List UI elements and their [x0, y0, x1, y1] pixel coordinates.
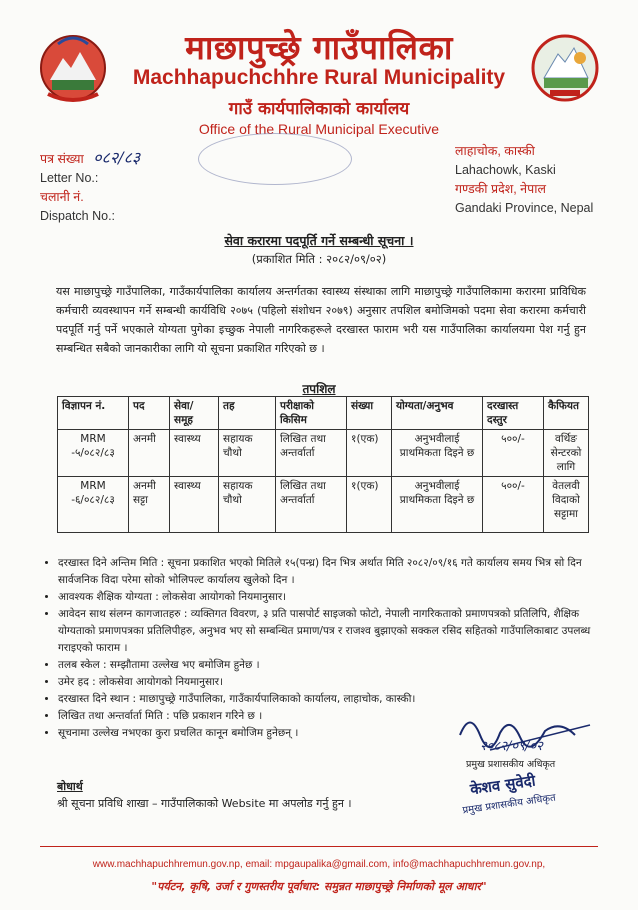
cell: MRM -६/०८२/८३ — [58, 477, 129, 533]
signatory-name: केशव सुवेदी — [469, 771, 537, 799]
cell: स्वास्थ्य — [170, 430, 219, 477]
notice-title: सेवा करारमा पदपूर्ति गर्ने सम्बन्धी सूचना । — [224, 233, 414, 248]
letter-no-value: ०८२/८३ — [93, 148, 141, 167]
address-line-en-2: Gandaki Province, Nepal — [455, 201, 594, 215]
municipality-name-english: Machhapuchchhre Rural Municipality — [132, 66, 506, 89]
notice-paragraph: यस माछापुच्छ्रे गाउँपालिका, गाउँकार्यपालिका कार्यालय अन्तर्गतका स्वास्थ्य संस्थाका लागि माछापुच्छ्रे गाउँपालिकामा करारमा प्राविधिक कर्मचारी व्यवस्थापन गर्ने सम्बन्धी कार्यविधि २०७५ (पहिलो संशोधन २०७९) अनुसार तपशिल बमोजिमको पदमा सेवा करारमा कर्मचारी पदपूर्ति गर्नु पर्ने भएकाले योग्यता पुगेका इच्छुक नेपाली नागरिकहरूले दरखास्त फाराम भरी यस गाउँपालिका कार्यालयमा पेश गर्नु हुन सम्बन्धित सबैको जानकारीका लागि यो सूचना प्रकाशित गरिएको छ । — [56, 285, 586, 355]
signature-role-top: प्रमुख प्रशासकीय अधिकृत — [466, 759, 556, 770]
notice-published-date: (प्रकाशित मिति : २०८२/०९/०२) — [251, 252, 387, 266]
table-heading: तपशिल — [302, 382, 336, 396]
cell: MRM -५/०८२/८३ — [58, 430, 129, 477]
signature-date: २०८२/०९/०२ — [480, 739, 543, 754]
col-header: सेवा/ समूह — [170, 397, 219, 430]
cell: सहायक चौथो — [219, 430, 276, 477]
table-row — [58, 430, 589, 477]
dispatch-label-np: चलानी नं. — [40, 190, 84, 204]
cell: अनुभवीलाई प्राथमिकता दिइने छ — [392, 430, 483, 477]
list-item: • लिखित तथा अन्तर्वार्ता मिति : पछि प्रकाशन गरिने छ । — [58, 708, 618, 725]
info-line: श्री सूचना प्रविधि शाखा – गाउँपालिकाको Website मा अपलोड गर्नु हुन । — [57, 797, 352, 810]
vacancy-table — [57, 396, 589, 533]
list-item: • दरखास्त दिने स्थान : माछापुच्छ्रे गाउँपालिका, गाउँकार्यपालिकाको कार्यालय, लाहाचोक, कास्की। — [58, 691, 618, 708]
cell: ५००/- — [483, 430, 544, 477]
cell: वेतलवी विदाको सट्टामा — [544, 477, 589, 533]
list-item: • दरखास्त दिने अन्तिम मिति : सूचना प्रकाशित भएको मितिले १५(पन्ध्र) दिन भित्र अर्थात मिति २०८२/०९/१६ गते कार्यालय समय भित्र सो दिन सार्वजनिक विदा परेमा सोको भोलिपल्ट कार्यालय खुलेको दिन । — [58, 555, 618, 589]
office-stamp-icon — [198, 133, 352, 185]
footer-contact: www.machhapuchhremun.gov.np, email: mpgaupalika@gmail.com, info@machhapuchhremun.gov.np, — [92, 859, 546, 870]
col-header: परीक्षाको किसिम — [276, 397, 347, 430]
cell: वर्थिङ सेन्टरको लागि — [544, 430, 589, 477]
cell: अनुभवीलाई प्राथमिकता दिइने छ — [392, 477, 483, 533]
col-header: संख्या — [347, 397, 392, 430]
col-header: दरखास्त दस्तुर — [483, 397, 544, 430]
municipality-name-nepali: माछापुच्छ्रे गाउँपालिका — [185, 28, 453, 67]
list-item: • सूचनामा उल्लेख नभएका कुरा प्रचलित कानून बमोजिम हुनेछन् । — [58, 725, 618, 742]
address-line-np-1: लाहाचोक, कास्की — [455, 144, 535, 158]
info-heading: बोधार्थ — [57, 780, 83, 793]
footer-divider — [40, 846, 598, 847]
footer-slogan: "पर्यटन, कृषि, उर्जा र गुणस्तरीय पूर्वाधार: समुन्नत माछापुच्छ्रे निर्माणको मूल आधार" — [151, 880, 487, 893]
table-row — [58, 477, 589, 533]
cell: १(एक) — [347, 430, 392, 477]
cell: लिखित तथा अन्तर्वार्ता — [276, 430, 347, 477]
cell: अनमी सट्टा — [129, 477, 170, 533]
list-item: • तलब स्केल : सम्झौतामा उल्लेख भए बमोजिम हुनेछ । — [58, 657, 618, 674]
letter-meta — [40, 148, 140, 226]
col-header: कैफियत — [544, 397, 589, 430]
office-name-nepali: गाउँ कार्यपालिकाको कार्यालय — [228, 99, 410, 119]
cell: लिखित तथा अन्तर्वार्ता — [276, 477, 347, 533]
office-name-english: Office of the Rural Municipal Executive — [198, 121, 440, 137]
col-header: विज्ञापन नं. — [58, 397, 129, 430]
letter-no-label-np: पत्र संख्या — [40, 152, 84, 166]
office-address — [455, 142, 593, 218]
col-header: योग्यता/अनुभव — [392, 397, 483, 430]
cell: अनमी — [129, 430, 170, 477]
address-line-np-2: गण्डकी प्रदेश, नेपाल — [455, 182, 546, 196]
cell: स्वास्थ्य — [170, 477, 219, 533]
col-header: तह — [219, 397, 276, 430]
list-item: • उमेर हद : लोकसेवा आयोगको नियमानुसार। — [58, 674, 618, 691]
letter-no-label-en: Letter No.: — [40, 171, 99, 185]
cell: ५००/- — [483, 477, 544, 533]
dispatch-label-en: Dispatch No.: — [40, 209, 116, 223]
list-item: • आवश्यक शैक्षिक योग्यता : लोकसेवा आयोगको नियमानुसार। — [58, 589, 618, 606]
cell: सहायक चौथो — [219, 477, 276, 533]
list-item: • आवेदन साथ संलग्न कागजातहरु : व्यक्तिगत विवरण, ३ प्रति पासपोर्ट साइजको फोटो, नेपाली नागरिकताको प्रमाणपत्रको प्रतिलिपि, शैक्षिक योग्यताको प्रमाणपत्रका प्रतिलिपीहरु, अनुभव भए सो सम्बन्धित प्रमाण/पत्र र राजश्व बुझाएको सक्कल रसिद सहितको गाउँपालिकाबाट उपलब्ध गराइएको फाराम । — [58, 606, 618, 657]
info-section — [57, 778, 352, 812]
table-header-row — [58, 397, 589, 430]
address-line-en-1: Lahachowk, Kaski — [455, 163, 556, 177]
signatory-role: प्रमुख प्रशासकीय अधिकृत — [461, 792, 557, 817]
cell: १(एक) — [347, 477, 392, 533]
col-header: पद — [129, 397, 170, 430]
